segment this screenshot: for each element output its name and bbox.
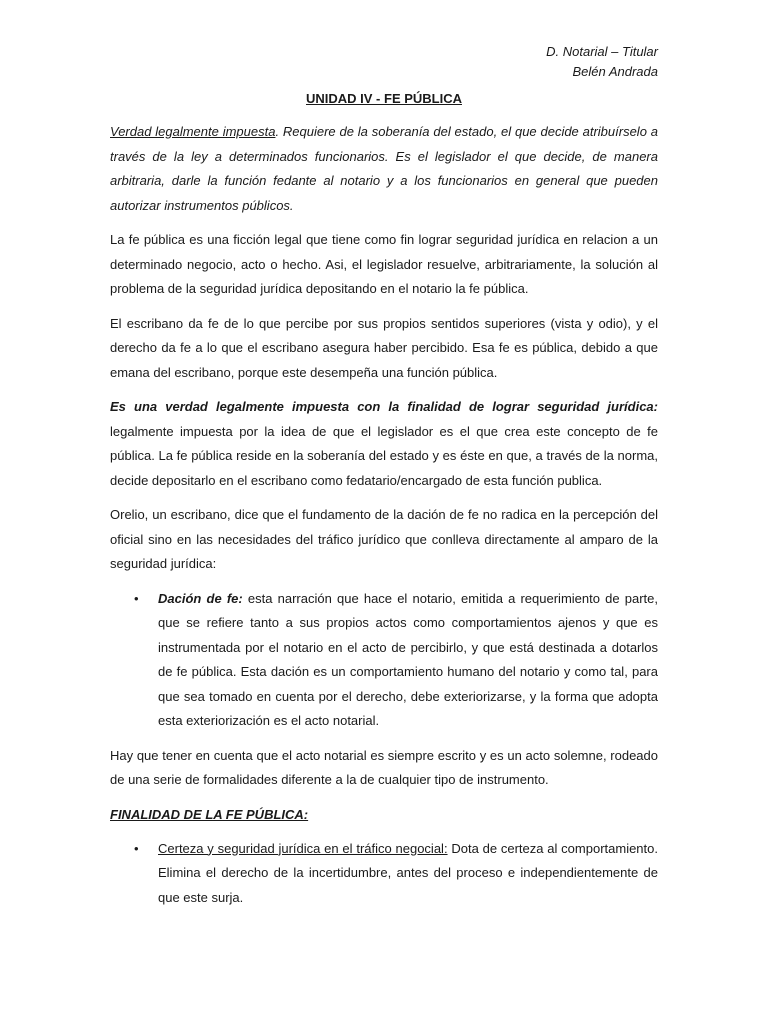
intro-text: . Requiere de la soberanía del estado, el que decide atribuírselo a través de la ley a determinados funcionarios. Es el legislador el que decide, de manera arbitraria, darle la función fedante al notario y a los funcionarios en general que pueden autorizar instrumentos públicos. [110, 124, 658, 213]
paragraph-acto-notarial: Hay que tener en cuenta que el acto notarial es siempre escrito y es un acto solemne, rodeado de una serie de formalidades diferente a la de cualquier tipo de instrumento. [110, 747, 658, 787]
paragraph-intro [110, 120, 658, 218]
certeza-text: Dota de certeza al comportamiento. Elimina el derecho de la incertidumbre, antes del proceso e independientemente de que este surja. [158, 840, 658, 905]
verdad-lead: Es una verdad legalmente impuesta con la finalidad de lograr seguridad jurídica: [110, 399, 658, 414]
certeza-lead: Certeza y seguridad jurídica en el tráfico negocial: [158, 840, 448, 856]
list-item-dacion [110, 587, 658, 734]
page-title: UNIDAD IV - FE PÚBLICA [306, 91, 462, 106]
paragraph-orelio: Orelio, un escribano, dice que el fundamento de la dación de fe no radica en la percepción del oficial sino en las necesidades del tráfico jurídico que conlleva directamente al amparo de la seguridad jurídica: [110, 507, 658, 571]
bullet-icon: • [134, 590, 139, 606]
paragraph-fiction: La fe pública es una ficción legal que tiene como fin lograr seguridad jurídica en relacion a un determinado negocio, acto o hecho. Asi, el legislador resuelve, arbitrariamente, la solución al problema de la seguridad jurídica depositando en el notario la fe pública. [110, 232, 658, 296]
certeza-paragraph [158, 837, 658, 911]
verdad-text: legalmente impuesta por la idea de que el legislador es el que crea este concepto de fe pública. La fe pública reside en la soberanía del estado y es éste en que, a través de la norma, decide depositarlo en el escribano como fedatario/encargado de esta función publica. [110, 423, 658, 488]
dacion-text: esta narración que hace el notario, emitida a requerimiento de parte, que se refiere tanto a sus propios actos como comportamientos ajenos y que es instrumentada por el notario en el acto de percibirlo, y que está destinada a dotarlos de fe pública. Esta dación es un comportamiento humano del notario y como tal, para que sea tomado en cuenta por el derecho, debe exteriorizarse, y la forma que adopta esta exteriorización es el acto notarial. [158, 590, 658, 728]
bullet-icon: • [134, 840, 139, 856]
intro-lead: Verdad legalmente impuesta [110, 124, 276, 139]
paragraph-escribano: El escribano da fe de lo que percibe por sus propios sentidos superiores (vista y odio), y el derecho da fe a lo que el escribano asegura haber percibido. Esa fe es pública, debido a que emana del escribano, porque este desempeña una función pública. [110, 315, 658, 380]
dacion-lead: Dación de fe: [158, 590, 243, 606]
header-subject: D. Notarial – Titular [546, 44, 658, 59]
section-heading: FINALIDAD DE LA FE PÚBLICA: [110, 806, 309, 822]
header [110, 42, 658, 82]
dacion-paragraph [158, 587, 658, 734]
paragraph-verdad [110, 395, 658, 493]
list-item-certeza [110, 837, 658, 911]
header-author: Belén Andrada [572, 64, 658, 79]
